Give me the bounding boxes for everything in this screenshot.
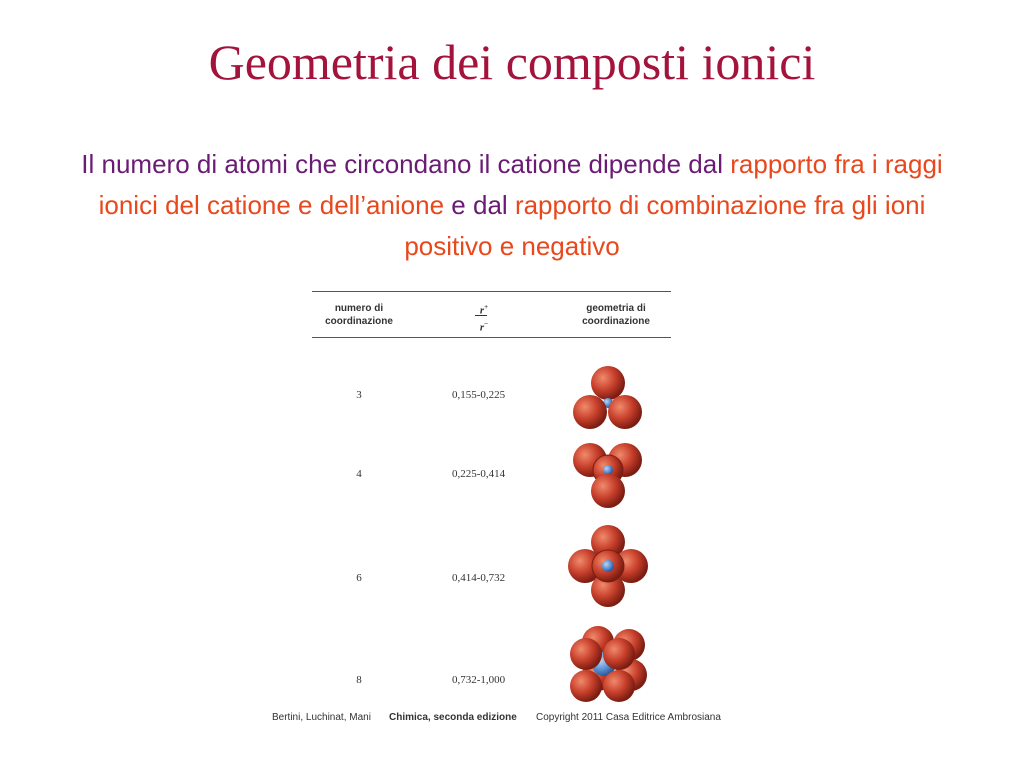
row-4-cn: 8 [356, 674, 362, 686]
slide-title: Geometria dei composti ionici [208, 34, 816, 90]
header-coordination-number: numero di coordinazione [325, 303, 393, 327]
table-top-rule [312, 291, 671, 292]
row-1-ratio: 0,155-0,225 [452, 389, 506, 401]
coordination-geometry-illustration [556, 360, 666, 705]
row-2-cn: 4 [356, 468, 362, 480]
geometry-trigonal [573, 366, 642, 429]
header-radius-ratio [472, 301, 496, 334]
header-geometry: geometria di coordinazione [582, 303, 650, 327]
ratio-numerator-sign: + [484, 303, 489, 311]
geometry-octahedral [568, 525, 648, 607]
row-3-cn: 6 [356, 572, 362, 584]
row-3-ratio: 0,414-0,732 [452, 572, 506, 584]
ratio-numerator: r [479, 304, 485, 317]
footer-copyright: Copyright 2011 Casa Editrice Ambrosiana [536, 712, 721, 723]
intro-text [70, 144, 954, 267]
intro-part-1: Il numero di atomi che circondano il catione dipende dal [81, 149, 724, 179]
table-header-rule [312, 337, 671, 338]
ratio-denominator-sign: − [484, 319, 489, 328]
row-2-ratio: 0,225-0,414 [452, 468, 506, 480]
footer-authors: Bertini, Luchinat, Mani [272, 712, 371, 723]
intro-part-3: e [451, 190, 466, 220]
geometry-tetrahedral [573, 443, 642, 508]
ratio-denominator: r [479, 321, 485, 334]
geometry-cubic [570, 626, 647, 702]
footer-book-title: Chimica, seconda edizione [389, 712, 517, 723]
row-4-ratio: 0,732-1,000 [452, 674, 506, 686]
intro-part-5: rapporto di combinazione fra gli ioni positivo e negativo [404, 190, 926, 261]
row-1-cn: 3 [356, 389, 362, 401]
intro-part-4: dal [473, 190, 508, 220]
ratio-fraction-bar [475, 315, 487, 316]
intro-part-2: rapporto fra i raggi ionici del catione e dell’anione [98, 149, 943, 220]
